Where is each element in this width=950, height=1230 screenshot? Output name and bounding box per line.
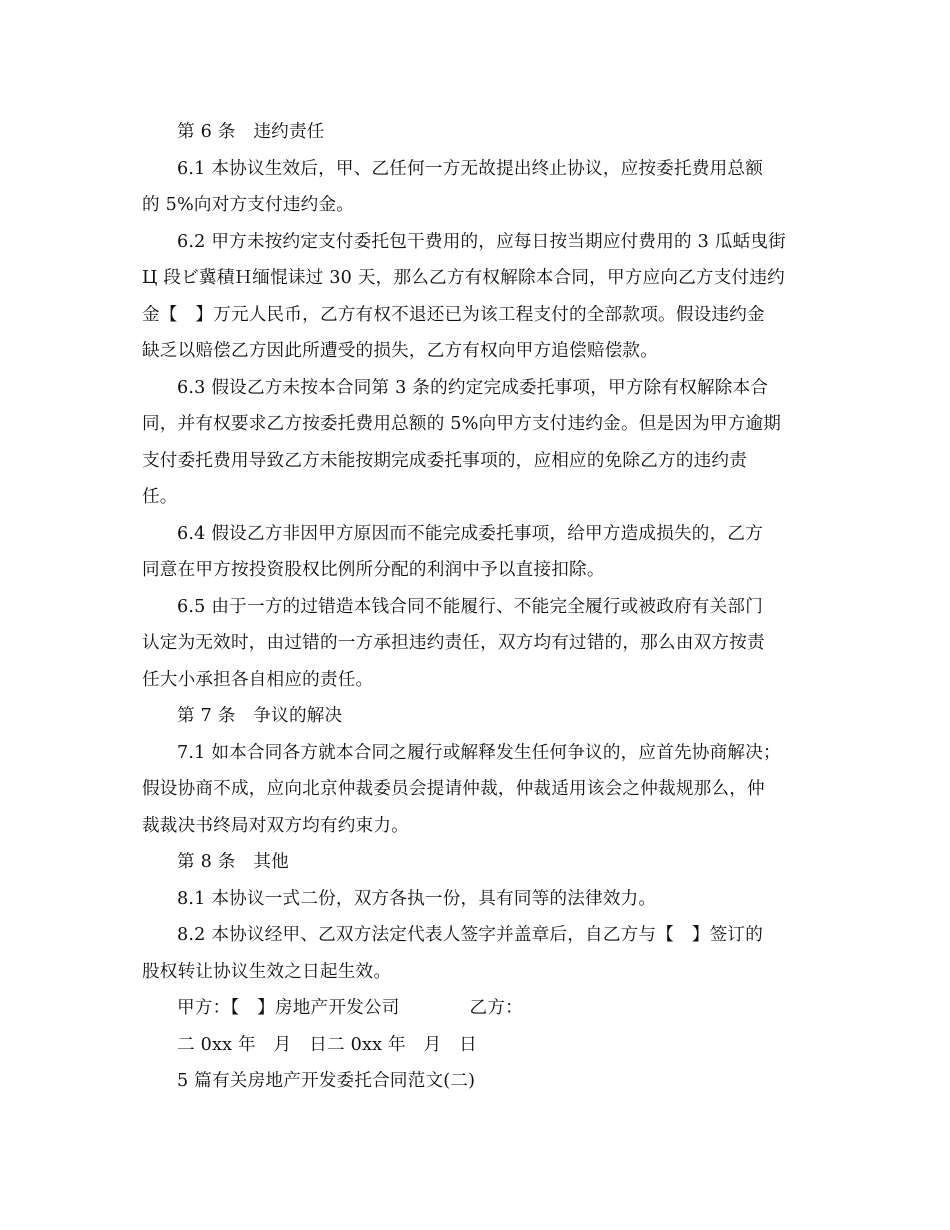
party-b-label: 乙方： xyxy=(469,998,523,1018)
clause-6-2-line-1: 6.2 甲方未按约定支付委托包干费用的，应每日按当期应付费用的 3 瓜蛞曳街 xyxy=(177,231,786,252)
clause-8-2-line-2: 股权转让协议生效之日起生效。 xyxy=(142,961,392,982)
signature-parties xyxy=(142,990,808,1027)
clause-6-3-line-2: 同，并有权要求乙方按委托费用总额的 5%向甲方支付违约金。但是因为甲方逾期 xyxy=(142,414,782,434)
clause-6-5-line-1: 6.5 由于一方的过错造本钱合同不能履行、不能完全履行或被政府有关部门 xyxy=(177,596,763,617)
clause-6-2-line-3: 金【 】万元人民币，乙方有权不退还已为该工程支付的全部款项。假设违约金 xyxy=(142,304,765,325)
clause-8-1-line-1: 8.1 本协议一式二份，双方各执一份，具有同等的法律效力。 xyxy=(177,888,657,909)
clause-6-3-line-3: 支付委托费用导致乙方未能按期完成委托事项的，应相应的免除乙方的违约责 xyxy=(142,450,747,471)
clause-7-1-line-2: 假设协商不成，应向北京仲裁委员会提请仲裁，仲裁适用该会之仲裁规那么，仲 xyxy=(142,779,765,799)
clause-8-2-line-1: 8.2 本协议经甲、乙双方法定代表人签字并盖章后，自乙方与【 】签订的 xyxy=(177,925,763,945)
clause-6-3-line-1: 6.3 假设乙方未按本合同第 3 条的约定完成委托事项，甲方除有权解除本合 xyxy=(177,377,769,398)
clause-6-2-line-4: 缺乏以赔偿乙方因此所遭受的损失，乙方有权向甲方追偿赔偿款。 xyxy=(142,341,659,361)
clause-6-1-line-1: 6.1 本协议生效后，甲、乙任何一方无故提出终止协议，应按委托费用总额 xyxy=(177,158,763,179)
signature-dates: 二 0xx 年 月 日二 0xx 年 月 日 xyxy=(177,1034,477,1055)
clause-6-3-line-4: 任。 xyxy=(142,487,178,507)
document-body xyxy=(142,114,808,1100)
article-8-heading: 第 8 条 其他 xyxy=(177,852,289,872)
clause-6-2-line-2: Ц 段ビ冀積Ｈ缅惃诔过 30 天，那么乙方有权解除本合同，甲方应向乙方支付违约 xyxy=(142,268,785,288)
clause-6-1-line-2: 的 5%向对方支付违约金。 xyxy=(142,195,355,215)
clause-6-4-line-1: 6.4 假设乙方非因甲方原因而不能完成委托事项，给甲方造成损失的，乙方 xyxy=(177,523,763,544)
article-6-heading: 第 6 条 违约责任 xyxy=(177,122,325,142)
next-section-title: 5 篇有关房地产开发委托合同范文(二) xyxy=(177,1071,476,1091)
party-a-label: 甲方：【 】房地产开发公司 xyxy=(177,998,400,1018)
clause-6-5-line-2: 认定为无效时，由过错的一方承担违约责任，双方均有过错的，那么由双方按责 xyxy=(142,633,765,653)
clause-6-4-line-2: 同意在甲方按投资股权比例所分配的利润中予以直接扣除。 xyxy=(142,560,605,580)
clause-6-5-line-3: 任大小承担各自相应的责任。 xyxy=(142,669,374,690)
article-7-heading: 第 7 条 争议的解决 xyxy=(177,706,343,726)
clause-7-1-line-3: 裁裁决书终局对双方均有约束力。 xyxy=(142,815,409,836)
clause-7-1-line-1: 7.1 如本合同各方就本合同之履行或解释发生任何争议的，应首先协商解决； xyxy=(177,742,781,763)
